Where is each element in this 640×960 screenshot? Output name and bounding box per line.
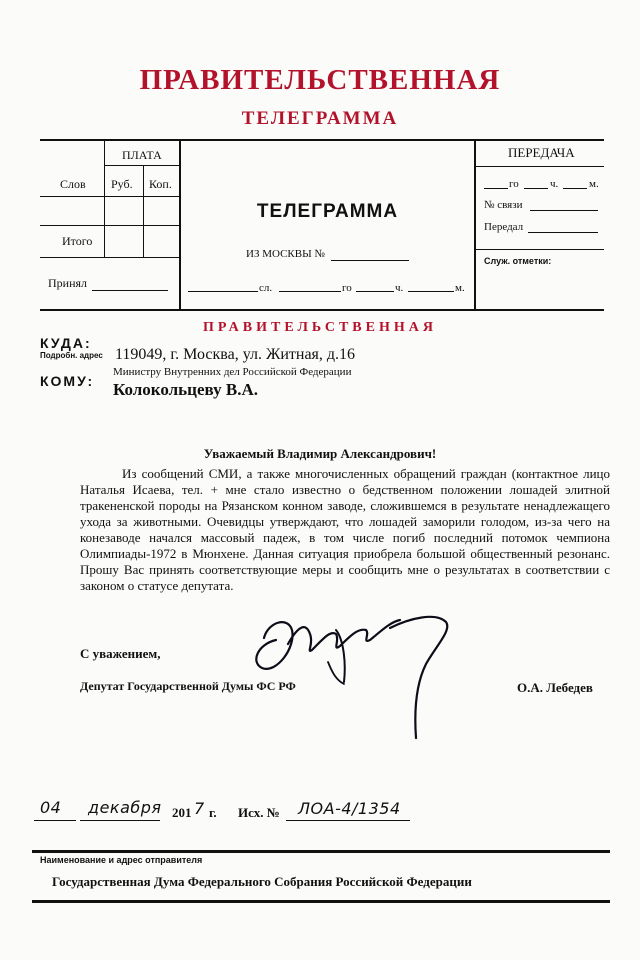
pay-row-3-rule — [40, 257, 180, 258]
ref-number: ЛОА-4/1354 — [298, 799, 401, 818]
letter-regards: С уважением, — [80, 646, 161, 661]
form-top-rule — [40, 139, 604, 141]
go2-label: го — [509, 178, 519, 190]
date-year-suffix: г. — [209, 805, 217, 820]
ch2-label: ч. — [550, 178, 559, 190]
m-line — [408, 291, 454, 292]
rub-label: Руб. — [111, 177, 133, 191]
pay-row-1-rule — [40, 196, 180, 197]
ref-line — [286, 820, 410, 821]
recipient-address: 119049, г. Москва, ул. Житная, д.16 — [115, 346, 356, 363]
go-line — [279, 291, 341, 292]
ch-line — [356, 291, 394, 292]
kuda-label: КУДА: — [40, 335, 92, 351]
sluzh-rule — [476, 249, 604, 250]
komu-label: КОМУ: — [40, 373, 95, 389]
pay-row-2-rule — [40, 225, 180, 226]
nomer-svyazi-label: № связи — [484, 199, 523, 211]
slov-label: Слов — [60, 177, 86, 191]
sender-bottom-rule — [32, 900, 610, 903]
document-subtitle: ТЕЛЕГРАММА — [241, 108, 399, 129]
letter-body — [80, 466, 610, 594]
pay-col-2 — [143, 165, 144, 257]
sender-name: Государственная Дума Федерального Собрания Российской Федерации — [52, 874, 472, 889]
nomer-svyazi-line — [530, 210, 598, 211]
letter-paragraph: Из сообщений СМИ, а также многочисленных обращений граждан (контактное лицо Наталья Исаева, тел. + мне стало известно о бедственном положении лошадей элитной тракененской породы на Рязанском конном заводе, сложившемся в результате ненадлежащего ухода за животными. Очевидцы утверждают, что лошадей заморили голодом, из-за чего на конезаводе начался массовый падеж, в том числе погиб последний потомок чемпиона Олимпиады-1972 в Мюнхене. Данная ситуация приобрела большой общественный резонанс. Прошу Вас принять соответствующие меры и сообщить мне о результатах в соответствии с законом о статусе депутата. — [80, 466, 610, 593]
itogo-label: Итого — [62, 234, 93, 248]
government-label: ПРАВИТЕЛЬСТВЕННАЯ — [203, 320, 437, 335]
form-bottom-rule — [40, 309, 604, 311]
recipient-name: Колокольцеву В.А. — [113, 380, 258, 399]
sl-label: сл. — [259, 282, 273, 294]
form-divider-right — [474, 139, 476, 311]
podrob-label: Подробн. адрес — [40, 351, 103, 360]
sluzh-otmetki-label: Служ. отметки: — [484, 256, 552, 266]
sl-line — [188, 291, 258, 292]
telegram-heading: ТЕЛЕГРАММА — [256, 201, 399, 222]
recipient-ministry: Министру Внутренних дел Российской Федерации — [113, 366, 352, 378]
iz-moskvy-line — [331, 260, 409, 261]
ref-label: Исх. № — [238, 805, 280, 820]
peredal-label: Передал — [484, 221, 524, 233]
signer-position: Депутат Государственной Думы ФС РФ — [80, 679, 296, 693]
letter-greeting: Уважаемый Владимир Александрович! — [203, 446, 437, 461]
plata-rule — [104, 165, 180, 166]
date-year-prefix: 201 — [172, 805, 192, 820]
ch-label: ч. — [395, 282, 404, 294]
peredacha-label: ПЕРЕДАЧА — [508, 145, 575, 160]
plata-label: ПЛАТА — [122, 148, 162, 162]
sender-top-rule — [32, 850, 610, 853]
date-day-line — [34, 820, 76, 821]
sender-label: Наименование и адрес отправителя — [40, 855, 203, 865]
m2-line — [563, 188, 587, 189]
m2-label: м. — [589, 178, 599, 190]
peredacha-rule — [476, 166, 604, 167]
kop-label: Коп. — [149, 177, 172, 191]
date-month: декабря — [88, 798, 162, 817]
pay-col-1 — [104, 139, 105, 257]
iz-moskvy-label: ИЗ МОСКВЫ № — [246, 248, 325, 260]
signer-name: О.А. Лебедев — [517, 680, 593, 695]
go-label: го — [342, 282, 352, 294]
prinyal-line — [92, 290, 168, 291]
date-day: 04 — [40, 798, 62, 817]
go2-line — [484, 188, 508, 189]
peredal-line — [528, 232, 598, 233]
date-year-digit: 7 — [194, 799, 205, 818]
document-title: ПРАВИТЕЛЬСТВЕННАЯ — [139, 64, 501, 96]
m-label: м. — [455, 282, 465, 294]
ch2-line — [524, 188, 548, 189]
prinyal-label: Принял — [48, 276, 88, 290]
date-month-line — [80, 820, 160, 821]
handwritten-signature — [240, 600, 480, 750]
